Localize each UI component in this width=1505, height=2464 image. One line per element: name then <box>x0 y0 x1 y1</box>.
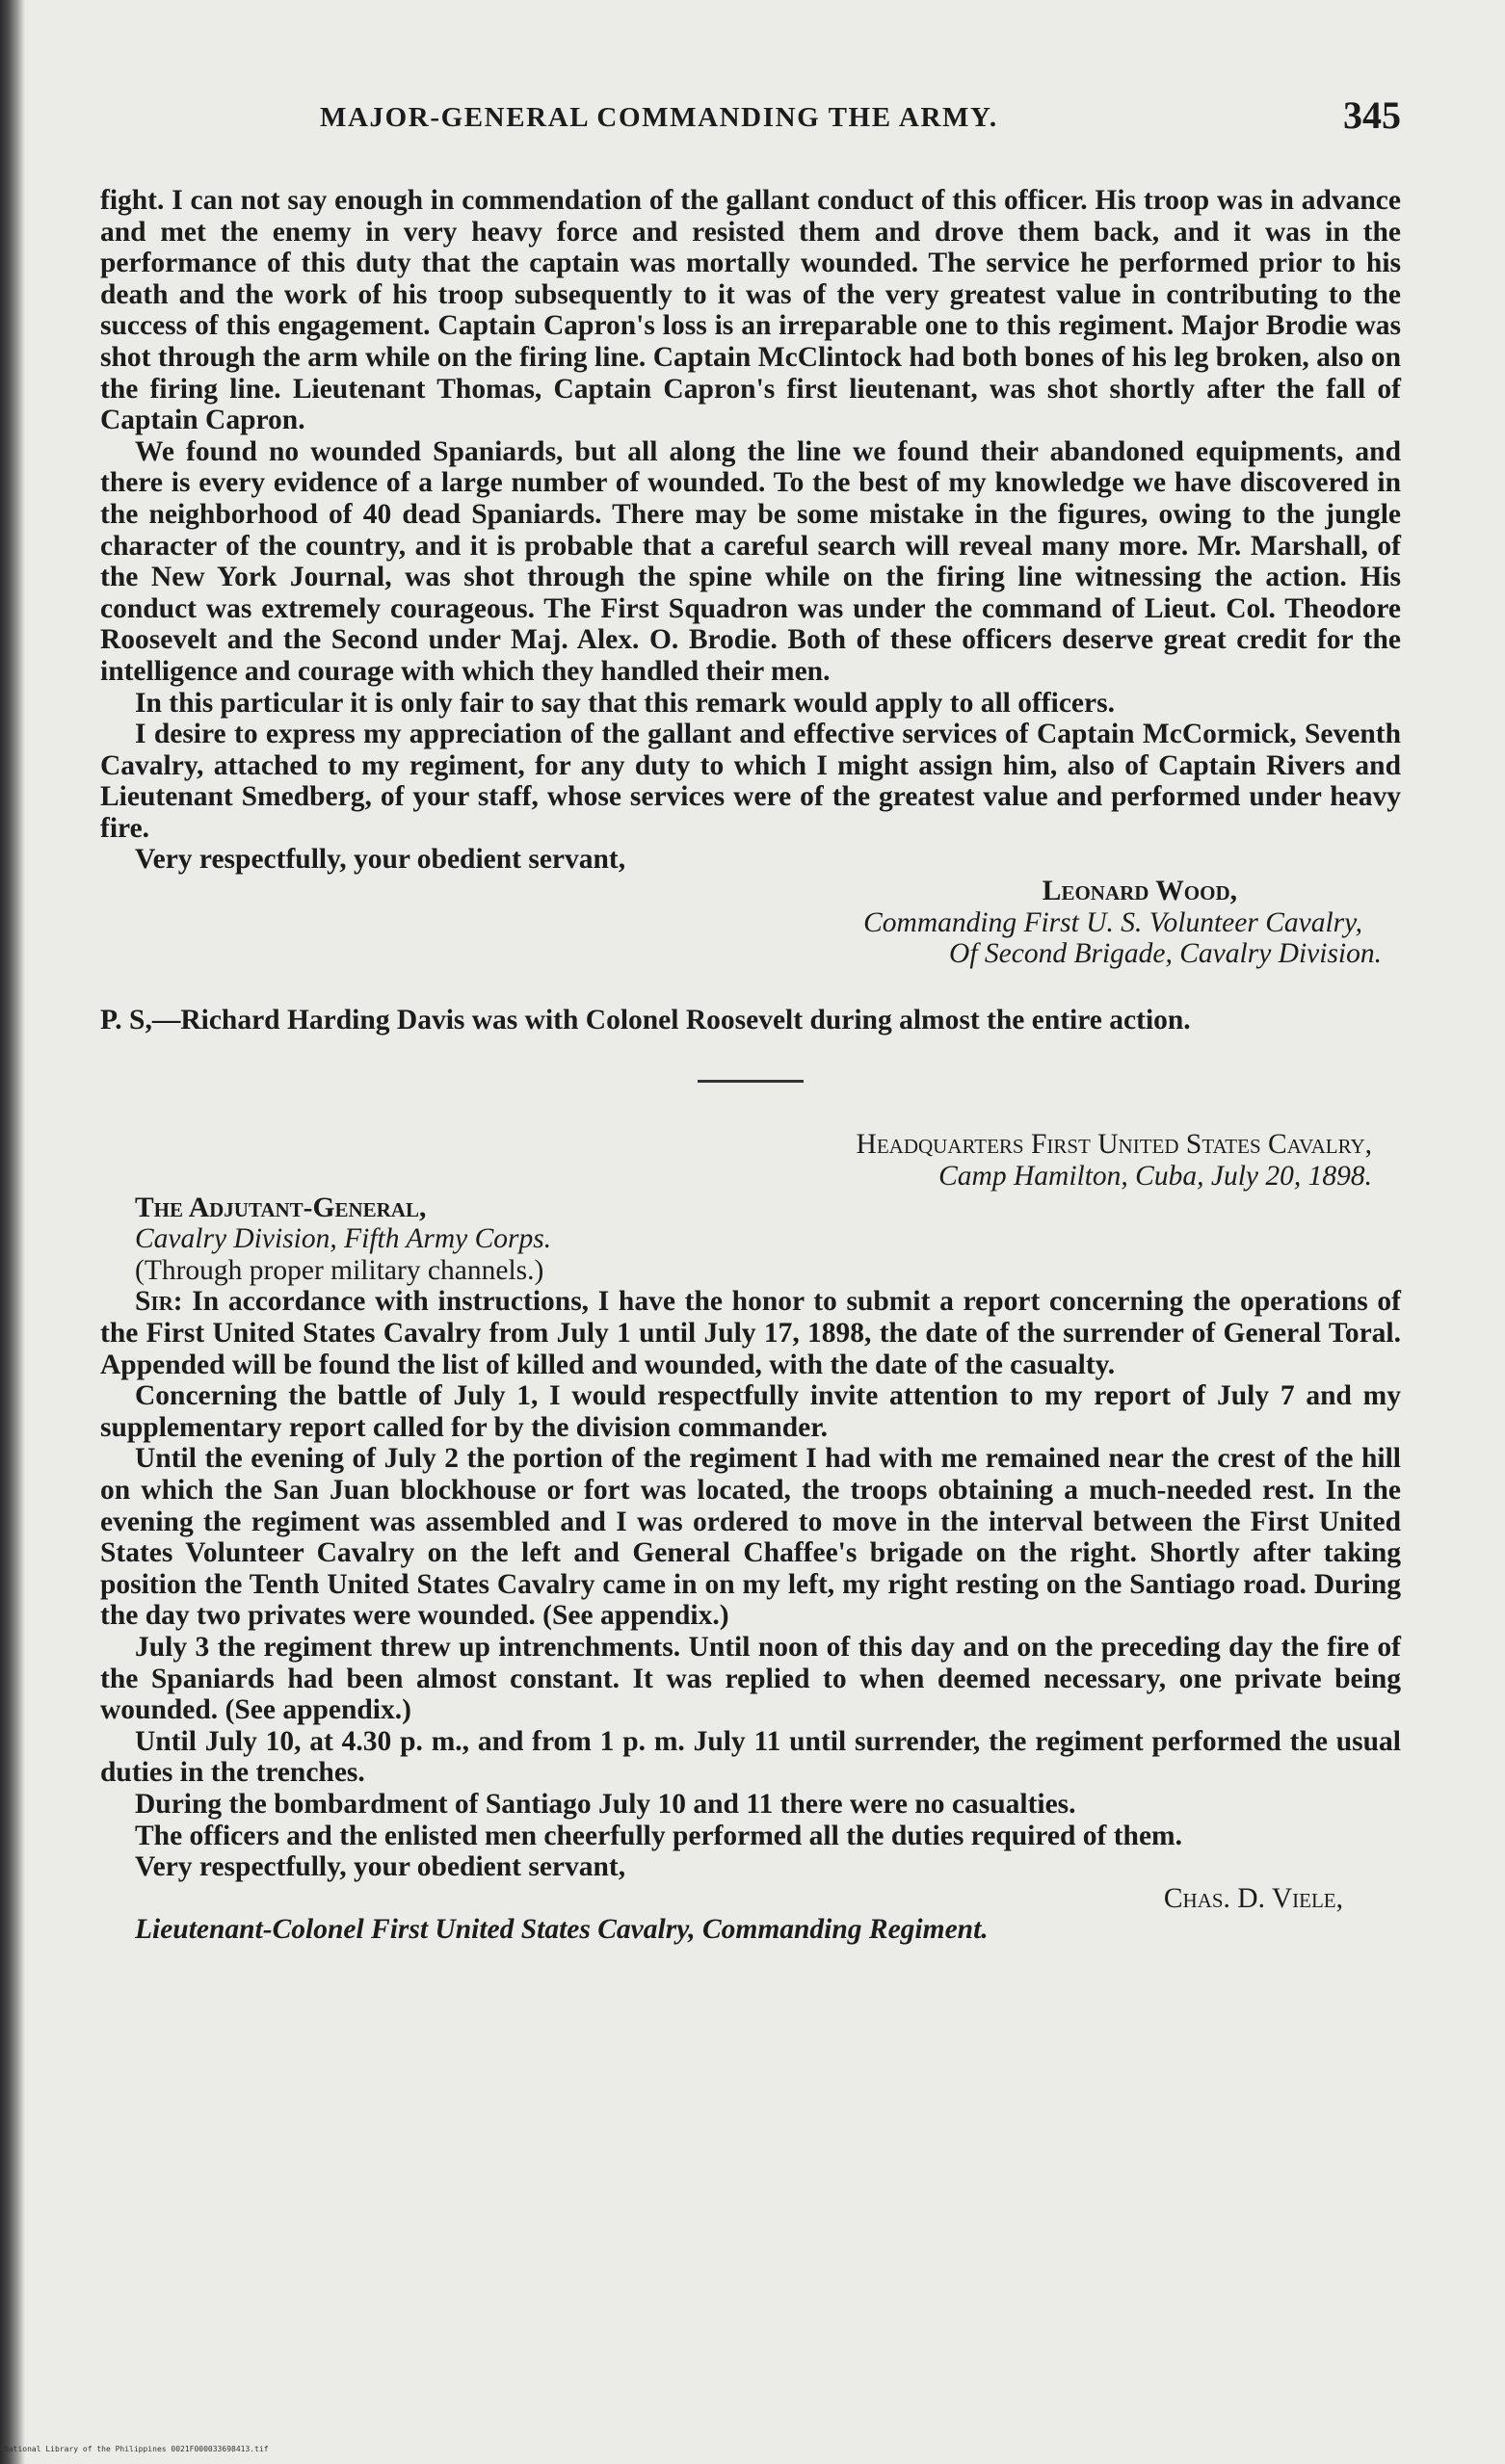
report1-paragraph-3: In this particular it is only fair to say that this remark would apply to all officers. <box>135 687 1115 719</box>
report2-dateline: Camp Hamilton, Cuba, July 20, 1898. <box>938 1161 1372 1193</box>
report2-paragraph-4: July 3 the regiment threw up intrenchments. Until noon of this day and on the preceding day the fire of the Spaniards had been almost constant. It was replied to when deemed necessary, one private being wounded. (See appendix.) <box>100 1631 1401 1726</box>
report2-paragraph-7: The officers and the enlisted men cheerfully performed all the duties required of them. <box>135 1820 1182 1851</box>
report2-signature: Chas. D. Viele, <box>1163 1882 1343 1914</box>
report1-signature: Leonard Wood, <box>1042 876 1237 907</box>
report2-paragraph-1-text: In accordance with instructions, I have the honor to submit a report concerning the operations of the First United States Cavalry from July 1 until July 17, 1898, the date of the surrender of General Toral. Appended will be found the list of killed and wounded, with the date of the casualty. <box>100 1286 1402 1380</box>
report1-signature-title-1: Commanding First U. S. Volunteer Cavalry, <box>863 906 1362 938</box>
report2-addressee-unit: Cavalry Division, Fifth Army Corps. <box>135 1223 552 1255</box>
document-page <box>100 92 1401 2404</box>
section-divider <box>698 1080 804 1083</box>
report2-paragraph-6: During the bombardment of Santiago July 10 and 11 there were no casualties. <box>135 1788 1076 1820</box>
report2-paragraph-3: Until the evening of July 2 the portion of the regiment I had with me remained near the crest of the hill on which the San Juan blockhouse or fort was located, the troops obtaining a much-needed rest. In the evening the regiment was assembled and I was ordered to move in the interval between the First United States Volunteer Cavalry on the left and General Chaffee's brigade on the right. Shortly after taking position the Tenth United States Cavalry came in on my left, my right resting on the Santiago road. During the day two privates were wounded. (See appendix.) <box>100 1443 1401 1632</box>
report2-closing: Very respectfully, your obedient servant, <box>135 1851 626 1883</box>
running-title: MAJOR-GENERAL COMMANDING THE ARMY. <box>320 102 998 133</box>
report2-paragraph-1 <box>100 1286 1401 1380</box>
report1-paragraph-4: I desire to express my appreciation of the gallant and effective services of Captain McCormick, Seventh Cavalry, attached to my regiment, for any duty to which I might assign him, also of Captain Rivers and Lieutenant Smedberg, of your staff, whose services were of the greatest value and performed under heavy fire. <box>100 719 1401 844</box>
report1-postscript: P. S,—Richard Harding Davis was with Colonel Roosevelt during almost the entire action. <box>100 1004 1191 1035</box>
report1-closing: Very respectfully, your obedient servant, <box>135 844 626 876</box>
scan-footer: National Library of the Philippines 0021F000033698413.tif <box>4 2445 269 2453</box>
report2-channel: (Through proper military channels.) <box>135 1254 544 1286</box>
report2-addressee: The Adjutant-General, <box>135 1192 427 1223</box>
report2-salutation: Sir: <box>135 1286 183 1318</box>
body-text <box>100 185 1401 1946</box>
report2-paragraph-5: Until July 10, at 4.30 p. m., and from 1 p. m. July 11 until surrender, the regiment performed the usual duties in the trenches. <box>100 1725 1401 1789</box>
report1-signature-title-2: Of Second Brigade, Cavalry Division. <box>949 938 1382 970</box>
running-head <box>100 92 1401 150</box>
report1-paragraph-2: We found no wounded Spaniards, but all along the line we found their abandoned equipments, and there is every evidence of a large number of wounded. To the best of my knowledge we have discovered in the neighborhood of 40 dead Spaniards. There may be some mistake in the figures, owing to the jungle character of the country, and it is probable that a careful search will reveal many more. Mr. Marshall, of the New York Journal, was shot through the spine while on the firing line witnessing the action. His conduct was extremely courageous. The First Squadron was under the command of Lieut. Col. Theodore Roosevelt and the Second under Maj. Alex. O. Brodie. Both of these officers deserve great credit for the intelligence and courage with which they handled their men. <box>100 435 1401 687</box>
report2-paragraph-2: Concerning the battle of July 1, I would respectfully invite attention to my report of July 7 and my supplementary report called for by the division commander. <box>100 1380 1401 1443</box>
report1-paragraph-1: fight. I can not say enough in commendation of the gallant conduct of this officer. His troop was in advance and met the enemy in very heavy force and resisted them and drove them back, and it was in the performance of this duty that the captain was mortally wounded. The service he performed prior to his death and the work of his troop subsequently to it was of the very greatest value in contributing to the success of this engagement. Captain Capron's loss is an irreparable one to this regiment. Major Brodie was shot through the arm while on the firing line. Captain McClintock had both bones of his leg broken, also on the firing line. Lieutenant Thomas, Captain Capron's first lieutenant, was shot shortly after the fall of Captain Capron. <box>100 185 1401 436</box>
report2-heading: Headquarters First United States Cavalry, <box>856 1129 1372 1161</box>
report2-signature-title: Lieutenant-Colonel First United States Cavalry, Commanding Regiment. <box>135 1914 989 1946</box>
page-number: 345 <box>1343 93 1401 137</box>
book-spine-shadow <box>0 0 25 2464</box>
